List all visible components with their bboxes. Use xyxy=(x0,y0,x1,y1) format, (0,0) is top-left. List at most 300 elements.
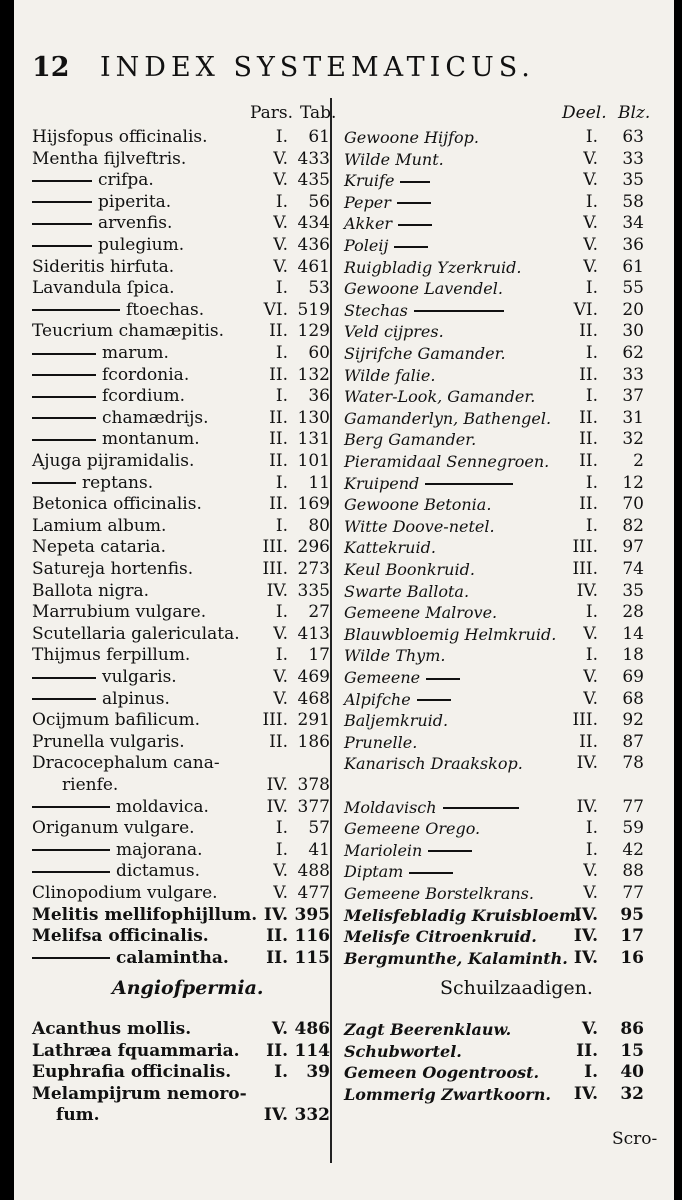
latin-name-text: crifpa. xyxy=(98,170,154,191)
dutch-name xyxy=(344,127,479,148)
latin-name-text: fum. xyxy=(56,1105,100,1126)
part-number: II. xyxy=(269,364,288,385)
latin-name xyxy=(32,343,169,364)
latin-name xyxy=(32,559,193,580)
dutch-name-text: Kruife xyxy=(344,171,395,191)
dutch-name-text: Wilde Thym. xyxy=(344,646,446,666)
plate-number: 130 xyxy=(297,407,330,428)
index-row xyxy=(14,278,674,299)
ditto-dash xyxy=(397,202,431,204)
latin-name xyxy=(32,170,154,191)
plate-number: 80 xyxy=(308,515,330,536)
volume-number: V. xyxy=(583,213,598,234)
latin-name xyxy=(32,905,257,926)
latin-name-text: Melitis mellifophijllum. xyxy=(32,904,258,925)
volume-number: V. xyxy=(583,861,598,882)
column-header-blz: Blz. xyxy=(618,103,651,123)
dutch-name xyxy=(344,473,513,494)
latin-name xyxy=(32,645,190,666)
ditto-dash xyxy=(32,201,92,203)
latin-name xyxy=(32,624,240,645)
plate-number: 57 xyxy=(308,818,330,839)
volume-number: I. xyxy=(585,278,598,299)
index-row xyxy=(14,1041,674,1062)
plate-number: 461 xyxy=(297,256,330,277)
volume-number: II. xyxy=(576,1040,598,1061)
index-row xyxy=(14,235,674,256)
dutch-name-text: Wilde Munt. xyxy=(344,149,444,169)
page-ref: 18 xyxy=(622,645,644,666)
dutch-name xyxy=(344,861,453,882)
page-ref: 58 xyxy=(622,191,644,212)
dutch-name xyxy=(344,753,523,774)
volume-number: II. xyxy=(579,451,598,471)
part-number: I. xyxy=(275,278,288,299)
dutch-name xyxy=(344,516,495,537)
part-number: VI. xyxy=(263,299,288,320)
page-number: 12 xyxy=(32,52,70,83)
latin-name xyxy=(56,1105,100,1126)
index-row xyxy=(14,365,674,386)
page-ref: 77 xyxy=(622,796,644,817)
index-row xyxy=(14,559,674,580)
dutch-name xyxy=(344,1019,511,1040)
section-heading-latin: Angiofpermia. xyxy=(112,977,264,999)
page-ref: 30 xyxy=(622,321,644,342)
dutch-name xyxy=(344,948,568,969)
latin-name-text: Origanum vulgare. xyxy=(32,818,195,839)
latin-name-text: chamædrijs. xyxy=(102,407,209,428)
dutch-name xyxy=(344,537,436,558)
dutch-name xyxy=(344,213,432,234)
ditto-dash xyxy=(32,417,96,419)
latin-name xyxy=(32,753,220,774)
page-ref: 97 xyxy=(622,537,644,558)
latin-name xyxy=(32,926,209,947)
index-row xyxy=(14,213,674,234)
dutch-name xyxy=(344,581,469,602)
dutch-name xyxy=(344,559,475,580)
dutch-name xyxy=(344,408,551,429)
part-number: II. xyxy=(269,407,288,428)
page-ref: 40 xyxy=(620,1062,644,1083)
page-ref: 92 xyxy=(622,710,644,731)
ditto-dash xyxy=(417,699,451,701)
volume-number: I. xyxy=(585,343,598,363)
dutch-name-text: Ruigbladig Yzerkruid. xyxy=(344,257,522,277)
volume-number: II. xyxy=(579,321,598,342)
index-row xyxy=(14,192,674,213)
index-row xyxy=(14,1062,674,1083)
ditto-dash xyxy=(32,180,92,182)
latin-name-text: calamintha. xyxy=(116,947,229,968)
volume-number: III. xyxy=(572,537,598,558)
plate-number: 116 xyxy=(294,926,330,947)
part-number: V. xyxy=(273,235,288,255)
index-row xyxy=(14,516,674,537)
page-ref: 42 xyxy=(622,839,644,860)
ditto-dash xyxy=(32,439,96,441)
page-ref: 16 xyxy=(620,947,644,968)
latin-name-text: montanum. xyxy=(102,429,200,450)
latin-name xyxy=(32,257,174,278)
latin-name-text: marum. xyxy=(102,343,169,363)
plate-number: 27 xyxy=(308,602,330,623)
latin-name-text: fcordium. xyxy=(102,386,185,407)
dutch-name xyxy=(344,1041,462,1062)
part-number: II. xyxy=(269,451,288,471)
part-number: IV. xyxy=(266,775,288,795)
latin-name-text: Melifsa officinalis. xyxy=(32,926,209,947)
dutch-name-text: Gewoone Lavendel. xyxy=(344,279,503,299)
volume-number: V. xyxy=(583,883,598,903)
index-row xyxy=(14,149,674,170)
latin-name-text: Clinopodium vulgare. xyxy=(32,883,218,903)
page-ref: 28 xyxy=(622,602,644,623)
part-number: V. xyxy=(273,256,288,277)
latin-name xyxy=(32,408,209,429)
index-row xyxy=(14,429,674,450)
latin-name xyxy=(32,818,195,839)
plate-number: 433 xyxy=(297,148,330,169)
ditto-dash xyxy=(428,850,472,852)
part-number: II. xyxy=(266,1040,288,1061)
part-number: IV. xyxy=(266,580,288,601)
latin-name xyxy=(32,710,200,731)
index-row xyxy=(14,451,674,472)
dutch-name xyxy=(344,451,549,472)
dutch-name-text: Schubwortel. xyxy=(344,1041,462,1061)
latin-name xyxy=(32,494,202,515)
dutch-name-text: Prunelle. xyxy=(344,732,418,752)
part-number: I. xyxy=(275,343,288,363)
latin-name xyxy=(32,840,203,861)
dutch-name xyxy=(344,1062,539,1083)
latin-name-text: Mentha fijlveftris. xyxy=(32,148,187,169)
volume-number: IV. xyxy=(576,753,598,774)
volume-number: IV. xyxy=(576,796,598,817)
volume-number: I. xyxy=(585,472,598,493)
volume-number: V. xyxy=(583,256,598,277)
ditto-dash xyxy=(398,224,432,226)
ditto-dash xyxy=(32,698,96,700)
page-ref: 12 xyxy=(622,472,644,493)
dutch-name xyxy=(344,883,534,904)
latin-name xyxy=(32,192,171,213)
ditto-dash xyxy=(32,957,110,959)
latin-name-text: moldavica. xyxy=(116,796,209,817)
page-ref: 31 xyxy=(622,407,644,428)
part-number: V. xyxy=(273,688,288,709)
part-number: V. xyxy=(273,148,288,169)
page-ref: 70 xyxy=(622,494,644,515)
latin-name-text: Teucrium chamæpitis. xyxy=(32,321,225,342)
volume-number: I. xyxy=(585,839,598,860)
index-row xyxy=(14,343,674,364)
part-number: II. xyxy=(269,321,288,342)
dutch-name-text: Sijrifche Gamander. xyxy=(344,344,506,363)
index-row xyxy=(14,645,674,666)
latin-name-text: Ajuga pijramidalis. xyxy=(32,451,195,471)
part-number: I. xyxy=(275,386,288,407)
plate-number: 61 xyxy=(308,127,330,147)
dutch-name xyxy=(344,667,460,688)
latin-name-text: piperita. xyxy=(98,191,172,212)
index-row xyxy=(14,473,674,494)
plate-number: 115 xyxy=(294,947,330,968)
index-row xyxy=(14,1019,674,1040)
dutch-name-text: Gamanderlyn, Bathengel. xyxy=(344,408,552,428)
dutch-name xyxy=(344,343,506,364)
dutch-name xyxy=(344,149,444,170)
volume-number: II. xyxy=(579,494,598,515)
volume-number: IV. xyxy=(573,926,598,947)
volume-number: V. xyxy=(581,1019,598,1039)
plate-number: 296 xyxy=(297,537,330,558)
dutch-name xyxy=(344,386,535,407)
dutch-name-text: Kattekruid. xyxy=(344,538,436,558)
latin-name xyxy=(32,365,189,386)
latin-name-text: fcordonia. xyxy=(102,364,190,385)
volume-number: V. xyxy=(583,235,598,255)
page-ref: 95 xyxy=(620,904,644,925)
page-ref: 62 xyxy=(622,343,644,363)
plate-number: 131 xyxy=(297,429,330,450)
latin-name-text: Prunella vulgaris. xyxy=(32,731,185,752)
latin-name-text: ftoechas. xyxy=(126,299,205,320)
part-number: III. xyxy=(262,537,288,558)
index-row xyxy=(14,926,674,947)
index-row xyxy=(14,127,674,148)
latin-name-text: majorana. xyxy=(116,839,203,860)
index-row xyxy=(14,408,674,429)
latin-name-text: vulgaris. xyxy=(102,667,177,687)
latin-name-text: Melampijrum nemoro- xyxy=(32,1083,247,1104)
index-row xyxy=(14,689,674,710)
ditto-dash xyxy=(32,871,110,873)
part-number: I. xyxy=(275,472,288,493)
dutch-name xyxy=(344,235,428,256)
ditto-dash xyxy=(32,849,110,851)
dutch-name-text: Swarte Ballota. xyxy=(344,581,470,601)
page-ref: 33 xyxy=(622,148,644,169)
latin-name-text: Scutellaria galericulata. xyxy=(32,623,240,644)
latin-name-text: Acanthus mollis. xyxy=(32,1019,192,1039)
plate-number: 273 xyxy=(297,559,330,579)
plate-number: 469 xyxy=(297,667,330,687)
index-row xyxy=(14,321,674,342)
page-ref: 35 xyxy=(622,170,644,191)
index-row xyxy=(14,1105,674,1126)
ditto-dash xyxy=(32,396,96,398)
page-ref: 33 xyxy=(622,364,644,385)
plate-number: 39 xyxy=(306,1062,330,1083)
plate-number: 477 xyxy=(297,883,330,903)
latin-name-text: Satureja hortenfis. xyxy=(32,559,194,579)
dutch-name-text: Gemeene Orego. xyxy=(344,819,481,839)
ditto-dash xyxy=(426,678,460,680)
dutch-name-text: Blauwbloemig Helmkruid. xyxy=(344,624,557,644)
index-row xyxy=(14,948,674,969)
page-ref: 34 xyxy=(622,213,644,234)
volume-number: I. xyxy=(585,818,598,839)
volume-number: I. xyxy=(585,515,598,536)
latin-name-text: arvenfis. xyxy=(98,213,173,234)
plate-number: 413 xyxy=(297,623,330,644)
latin-name xyxy=(32,300,204,321)
part-number: I. xyxy=(275,818,288,839)
page-ref: 32 xyxy=(620,1083,644,1104)
dutch-name xyxy=(344,926,537,947)
dutch-name-text: Zagt Beerenklauw. xyxy=(344,1020,512,1039)
latin-name-text: pulegium. xyxy=(98,235,185,255)
latin-name xyxy=(62,775,118,796)
dutch-name-text: Gemeene xyxy=(344,668,421,687)
plate-number: 488 xyxy=(297,861,330,882)
dutch-name xyxy=(344,818,480,839)
part-number: I. xyxy=(274,1062,288,1083)
dutch-name xyxy=(344,840,472,861)
dutch-name xyxy=(344,494,491,515)
page-ref: 59 xyxy=(622,818,644,839)
dutch-name-text: Stechas xyxy=(344,300,408,320)
volume-number: II. xyxy=(579,429,598,450)
dutch-name-text: Akker xyxy=(344,214,393,234)
index-row xyxy=(14,257,674,278)
dutch-name xyxy=(344,429,476,450)
dutch-name xyxy=(344,192,431,213)
volume-number: I. xyxy=(585,191,598,212)
latin-name-text: Thijmus ferpillum. xyxy=(32,645,191,666)
dutch-name-text: Pieramidaal Sennegroen. xyxy=(344,452,550,471)
dutch-name xyxy=(344,278,503,299)
plate-number: 132 xyxy=(297,364,330,385)
volume-number: II. xyxy=(579,731,598,752)
part-number: II. xyxy=(269,731,288,752)
latin-name-text: Euphrafia officinalis. xyxy=(32,1062,232,1083)
index-row xyxy=(14,386,674,407)
latin-name-text: Hijsfopus officinalis. xyxy=(32,127,208,147)
plate-number: 395 xyxy=(294,904,330,925)
volume-number: V. xyxy=(583,170,598,191)
latin-name xyxy=(32,1041,240,1062)
ditto-dash xyxy=(32,223,92,225)
volume-number: III. xyxy=(572,559,598,579)
latin-name-text: rienfe. xyxy=(62,775,119,795)
dutch-name-text: Poleij xyxy=(344,236,389,255)
dutch-name-text: Bergmunthe, Kalaminth. xyxy=(344,948,568,968)
dutch-name xyxy=(344,624,556,645)
page-ref: 15 xyxy=(620,1040,644,1061)
ditto-dash xyxy=(443,807,519,809)
index-row xyxy=(14,883,674,904)
dutch-name-text: Gewoone Hijfop. xyxy=(344,128,479,147)
part-number: III. xyxy=(262,559,288,579)
latin-name xyxy=(32,321,224,342)
latin-name xyxy=(32,213,172,234)
index-row xyxy=(14,581,674,602)
volume-number: I. xyxy=(584,1062,598,1083)
ditto-dash xyxy=(409,872,453,874)
latin-name xyxy=(32,861,200,882)
dutch-name-text: Diptam xyxy=(344,862,404,882)
dutch-name-text: Alpifche xyxy=(344,689,411,709)
plate-number: 169 xyxy=(297,494,330,515)
latin-name-text: Dracocephalum cana- xyxy=(32,753,220,774)
latin-name-text: Betonica officinalis. xyxy=(32,494,202,515)
part-number: I. xyxy=(275,191,288,212)
dutch-name xyxy=(344,710,448,731)
part-number: V. xyxy=(273,883,288,903)
latin-name xyxy=(32,1084,247,1105)
index-row xyxy=(14,1084,674,1105)
latin-name xyxy=(32,149,186,170)
plate-number: 378 xyxy=(297,775,330,795)
volume-number: IV. xyxy=(573,947,598,968)
latin-name xyxy=(32,516,166,537)
latin-name xyxy=(32,797,209,818)
latin-name xyxy=(32,1019,191,1040)
dutch-name-text: Melisfebladig Kruisbloem. xyxy=(344,905,582,925)
part-number: II. xyxy=(269,494,288,515)
section-heading-dutch: Schuilzaadigen. xyxy=(440,977,593,999)
page-ref: 88 xyxy=(622,861,644,882)
dutch-name xyxy=(344,170,430,191)
page-ref: 14 xyxy=(622,623,644,644)
part-number: IV. xyxy=(263,1105,288,1126)
volume-number: IV. xyxy=(573,904,598,925)
index-row xyxy=(14,753,674,774)
latin-name xyxy=(32,667,177,688)
volume-number: II. xyxy=(579,407,598,428)
dutch-name-text: Mariolein xyxy=(344,840,423,860)
part-number: V. xyxy=(273,213,288,234)
latin-name-text: Nepeta cataria. xyxy=(32,537,166,558)
plate-number: 335 xyxy=(297,580,330,601)
latin-name xyxy=(32,537,166,558)
plate-number: 60 xyxy=(308,343,330,363)
part-number: II. xyxy=(266,926,288,947)
volume-number: I. xyxy=(585,645,598,666)
page-ref: 36 xyxy=(622,235,644,255)
latin-name-text: Lavandula ſpica. xyxy=(32,278,175,299)
latin-name xyxy=(32,429,200,450)
dutch-name xyxy=(344,300,504,321)
volume-number: IV. xyxy=(573,1083,598,1104)
part-number: V. xyxy=(271,1019,288,1039)
latin-name-text: Ballota nigra. xyxy=(32,580,150,601)
page-ref: 77 xyxy=(622,883,644,903)
dutch-name-text: Veld cijpres. xyxy=(344,322,444,342)
index-row xyxy=(14,300,674,321)
latin-name xyxy=(32,732,185,753)
dutch-name-text: Gemeen Oogentroost. xyxy=(344,1063,540,1083)
dutch-name xyxy=(344,905,581,926)
column-header-deel: Deel. xyxy=(562,103,607,123)
ditto-dash xyxy=(394,246,428,248)
plate-number: 486 xyxy=(294,1019,330,1039)
index-row xyxy=(14,602,674,623)
dutch-name-text: Gemeene Malrove. xyxy=(344,603,498,623)
latin-name-text: Marrubium vulgare. xyxy=(32,602,207,623)
volume-number: IV. xyxy=(576,580,598,601)
dutch-name xyxy=(344,645,445,666)
page-ref: 32 xyxy=(622,429,644,450)
dutch-name xyxy=(344,321,444,342)
plate-number: 519 xyxy=(297,299,330,320)
plate-number: 129 xyxy=(297,321,330,342)
plate-number: 36 xyxy=(308,386,330,407)
